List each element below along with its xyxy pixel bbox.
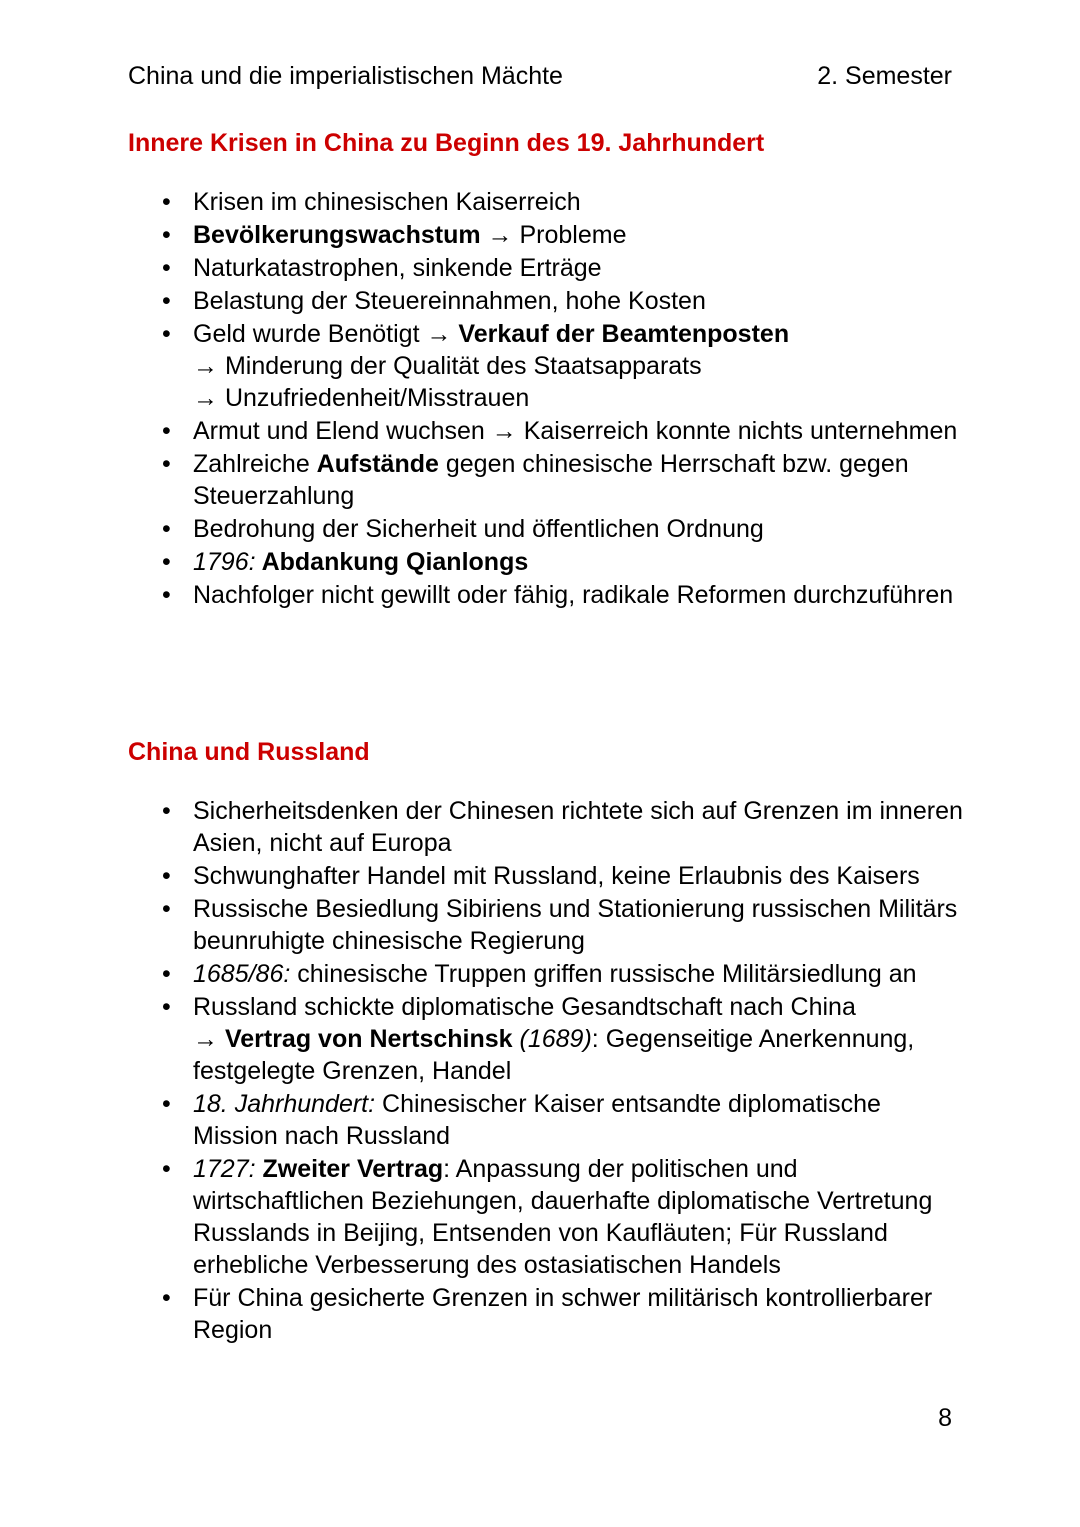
- bullet-list-china-russia: [193, 795, 963, 1347]
- list-item: • Nachfolger nicht gewillt oder fähig, radikale Reformen durchzuführen: [193, 579, 963, 611]
- page-number: 8: [938, 1404, 952, 1432]
- list-item: • Für China gesicherte Grenzen in schwer militärisch kontrollierbarer Region: [193, 1282, 963, 1346]
- document-title: China und die imperialistischen Mächte: [128, 62, 563, 90]
- list-item: • Russische Besiedlung Sibiriens und Stationierung russischen Militärs beunruhigte chinesische Regierung: [193, 893, 963, 957]
- list-item: • Belastung der Steuereinnahmen, hohe Kosten: [193, 285, 963, 317]
- list-item: • Krisen im chinesischen Kaiserreich: [193, 186, 963, 218]
- list-item: • Armut und Elend wuchsen → Kaiserreich konnte nichts unternehmen: [193, 415, 963, 447]
- bullet-list-inner-crises: [193, 186, 963, 612]
- section-heading-inner-crises: Innere Krisen in China zu Beginn des 19. Jahrhundert: [128, 129, 765, 157]
- list-item: • 1796: Abdankung Qianlongs: [193, 546, 963, 578]
- list-item: • Zahlreiche Aufstände gegen chinesische Herrschaft bzw. gegen Steuerzahlung: [193, 448, 963, 512]
- list-item: • Schwunghafter Handel mit Russland, keine Erlaubnis des Kaisers: [193, 860, 963, 892]
- list-item: • Russland schickte diplomatische Gesandtschaft nach China → Vertrag von Nertschinsk (1689): Gegenseitige Anerkennung, festgelegte Grenzen, Handel: [193, 991, 963, 1087]
- list-item: • Bevölkerungswachstum → Probleme: [193, 219, 963, 251]
- sub-point: → Unzufriedenheit/Misstrauen: [193, 384, 530, 412]
- list-item: • Sicherheitsdenken der Chinesen richtete sich auf Grenzen im inneren Asien, nicht auf Europa: [193, 795, 963, 859]
- list-item: • 1727: Zweiter Vertrag: Anpassung der politischen und wirtschaftlichen Beziehungen, dauerhafte diplomatische Vertretung Russlands in Beijing, Entsenden von Kaufläuten; Für Russland erhebliche Verbesserung des ostasiatischen Handels: [193, 1153, 963, 1281]
- list-item: • Geld wurde Benötigt → Verkauf der Beamtenposten → Minderung der Qualität des Staatsapparats → Unzufriedenheit/Misstrauen: [193, 318, 963, 414]
- sub-point: → Minderung der Qualität des Staatsapparats: [193, 352, 702, 380]
- semester-label: 2. Semester: [817, 62, 952, 90]
- section-heading-china-russia: China und Russland: [128, 738, 370, 766]
- list-item: • 1685/86: chinesische Truppen griffen russische Militärsiedlung an: [193, 958, 963, 990]
- list-item: • 18. Jahrhundert: Chinesischer Kaiser entsandte diplomatische Mission nach Russland: [193, 1088, 963, 1152]
- page-header: [128, 62, 952, 96]
- list-item: • Naturkatastrophen, sinkende Erträge: [193, 252, 963, 284]
- list-item: • Bedrohung der Sicherheit und öffentlichen Ordnung: [193, 513, 963, 545]
- sub-point: → Vertrag von Nertschinsk (1689): Gegenseitige Anerkennung, festgelegte Grenzen, Handel: [193, 1025, 915, 1085]
